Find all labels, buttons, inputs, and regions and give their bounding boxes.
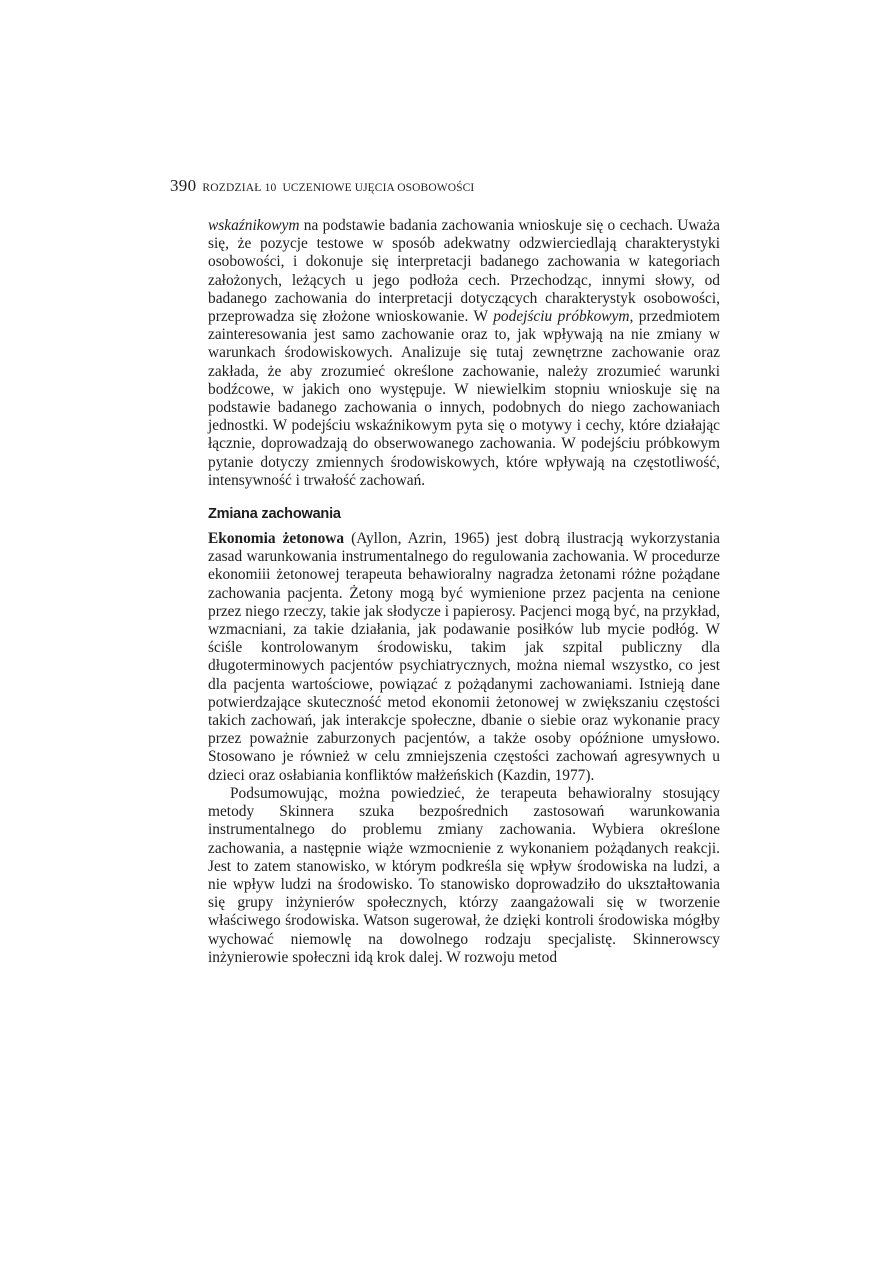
paragraph-text: (Ayllon, Azrin, 1965) jest dobrą ilustracją wykorzystania zasad warunkowania instrumentalnego do regulowania zachowania. W procedurze ekonomiii żetonowej terapeuta behawioralny nagradza żetonami różne pożądane zachowania pacjenta. Żetony mogą być wymienione przez pacjenta na cenione przez niego rzeczy, takie jak słodycze i papierosy. Pacjenci mogą być, na przykład, wzmacniani, za takie działania, jak podawanie posiłków lub mycie podłóg. W ściśle kontrolowanym środowisku, takim jak szpital publiczny dla długoterminowych pacjentów psychiatrycznych, można niemal wszystko, co jest dla pacjenta wartościowe, powiązać z pożądanymi zachowaniami. Istnieją dane potwierdzające skuteczność metod ekonomii żetonowej w zwiększaniu częstości takich zachowań, jak interakcje społeczne, dbanie o siebie oraz wykonanie pracy przez poważnie zaburzonych pacjentów, a także osoby opóźnione umysłowo. Stosowano je również w celu zmniejszenia częstości zachowań agresywnych u dzieci oraz osłabiania konfliktów małżeńskich (Kazdin, 1977).	[208, 530, 720, 784]
running-head	[170, 176, 730, 196]
term-token-economy: Ekonomia żetonowa	[208, 530, 345, 548]
section-heading: Zmiana zachowania	[208, 506, 341, 523]
page-number: 390	[170, 176, 197, 195]
paragraph-summary: Podsumowując, można powiedzieć, że terapeuta behawioralny stosujący metody Skinnera szuka bezpośrednich zastosowań warunkowania instrumentalnego do problemu zmiany zachowania. Wybiera określone zachowania, a następnie wiąże wzmocnienie z wykonaniem pożądanych reakcji. Jest to zatem stanowisko, w którym podkreśla się wpływ środowiska na ludzi, a nie wpływ ludzi na środowisko. To stanowisko doprowadziło do ukształtowania się grupy inżynierów społecznych, którzy zaangażowali się w tworzenie właściwego środowiska. Watson sugerował, że dzięki kontroli środowiska mógłby wychować niemowlę na dowolnego rodzaju specjalistę. Skinnerowscy inżynierowie społeczni idą krok dalej. W rozwoju metod	[208, 784, 720, 966]
term-sample-approach: podejściu próbkowym,	[493, 308, 634, 326]
paragraph-text: przedmiotem zainteresowania jest samo zachowanie oraz to, jak wpływają na nie zmiany w warunkach środowiskowych. Analizuje się tutaj zewnętrzne zachowanie oraz zakłada, że aby zrozumieć określone zachowanie, należy zrozumieć warunki bodźcowe, w jakich ono występuje. W niewielkim stopniu wnioskuje się na podstawie badanego zachowania o innych, podobnych do niego zachowaniach jednostki. W podejściu wskaźnikowym pyta się o motywy i cechy, które działając łącznie, doprowadzają do obserwowanego zachowania. W podejściu próbkowym pytanie dotyczy zmiennych środowiskowych, które wpływają na częstotliwość, intensywność i trwałość zachowań.	[208, 308, 720, 489]
paragraph-token-economy	[208, 530, 720, 785]
paragraph-approaches	[208, 217, 720, 490]
paragraph-text: na podstawie badania zachowania wnioskuje się o cechach. Uważa się, że pozycje testowe w sposób adekwatny odzwierciedlają charakterystyki osobowości, i dokonuje się interpretacji badanego zachowania w kategoriach założonych, leżących u jego podłoża cech. Przechodząc, innymi słowy, od badanego zachowania do interpretacji dotyczących charakterystyk osobowości, przeprowadza się złożone wnioskowanie. W	[208, 217, 720, 326]
chapter-label: ROZDZIAŁ 10	[202, 182, 277, 194]
body-text	[208, 217, 720, 967]
term-indicator-approach: wskaźnikowym	[208, 217, 300, 234]
chapter-title: UCZENIOWE UJĘCIA OSOBOWOŚCI	[282, 182, 475, 194]
